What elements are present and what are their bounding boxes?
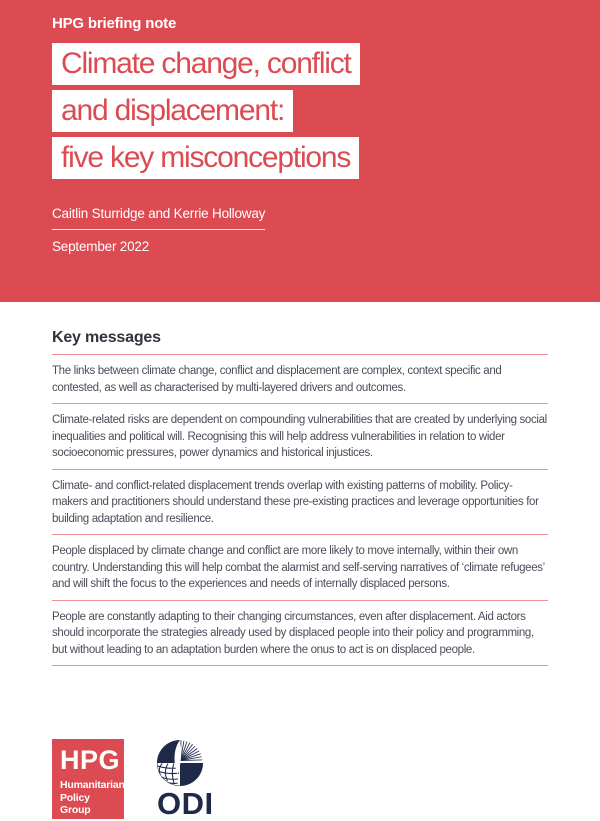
key-message-5: People are constantly adapting to their changing circumstances, even after displacement. Aid actors should incorporate the strategies already used by displaced people into their policy and programming, but without leading to an adaptation burden where the onus to act is on displaced people. xyxy=(52,609,548,659)
title-line-2: and displacement: xyxy=(52,90,293,132)
key-messages-section xyxy=(0,302,600,666)
page-title xyxy=(52,43,548,179)
separator-line xyxy=(52,665,548,666)
cover-header xyxy=(0,0,600,302)
odi-logo xyxy=(156,739,214,819)
odi-globe-icon xyxy=(156,739,204,787)
separator-line xyxy=(52,600,548,601)
key-messages-heading: Key messages xyxy=(52,328,548,347)
publisher-logos xyxy=(52,739,600,819)
separator-line xyxy=(52,403,548,404)
title-line-1: Climate change, conflict xyxy=(52,43,360,85)
key-message-4: People displaced by climate change and conflict are more likely to move internally, within their own country. Understanding this will help combat the alarmist and self-serving narratives of ‘climate refugees’ and will shift the focus to the experiences and needs of internally displaced persons. xyxy=(52,543,548,593)
separator-line xyxy=(52,534,548,535)
odi-logo-wordmark: ODI xyxy=(157,789,214,819)
separator-line xyxy=(52,354,548,355)
title-line-3: five key misconceptions xyxy=(52,137,359,179)
series-kicker: HPG briefing note xyxy=(52,15,548,33)
separator-line xyxy=(52,469,548,470)
authors: Caitlin Sturridge and Kerrie Holloway xyxy=(52,206,265,230)
hpg-logo-line1: Humanitarian xyxy=(60,779,118,792)
hpg-logo-line2: Policy Group xyxy=(60,792,118,817)
hpg-logo-acronym: HPG xyxy=(60,745,118,775)
publication-date: September 2022 xyxy=(52,239,548,255)
hpg-logo xyxy=(52,739,124,819)
key-message-1: The links between climate change, conflict and displacement are complex, context specific and contested, as well as characterised by multi-layered drivers and outcomes. xyxy=(52,363,548,396)
key-message-2: Climate-related risks are dependent on compounding vulnerabilities that are created by underlying social inequalities and political will. Recognising this will help address vulnerabilities in relation to wider socioeconomic pressures, power dynamics and historical injustices. xyxy=(52,412,548,462)
key-message-3: Climate- and conflict-related displacement trends overlap with existing patterns of mobility. Policy-makers and practitioners should understand these pre-existing practices and leverage opportunities for building adaptation and resilience. xyxy=(52,478,548,528)
